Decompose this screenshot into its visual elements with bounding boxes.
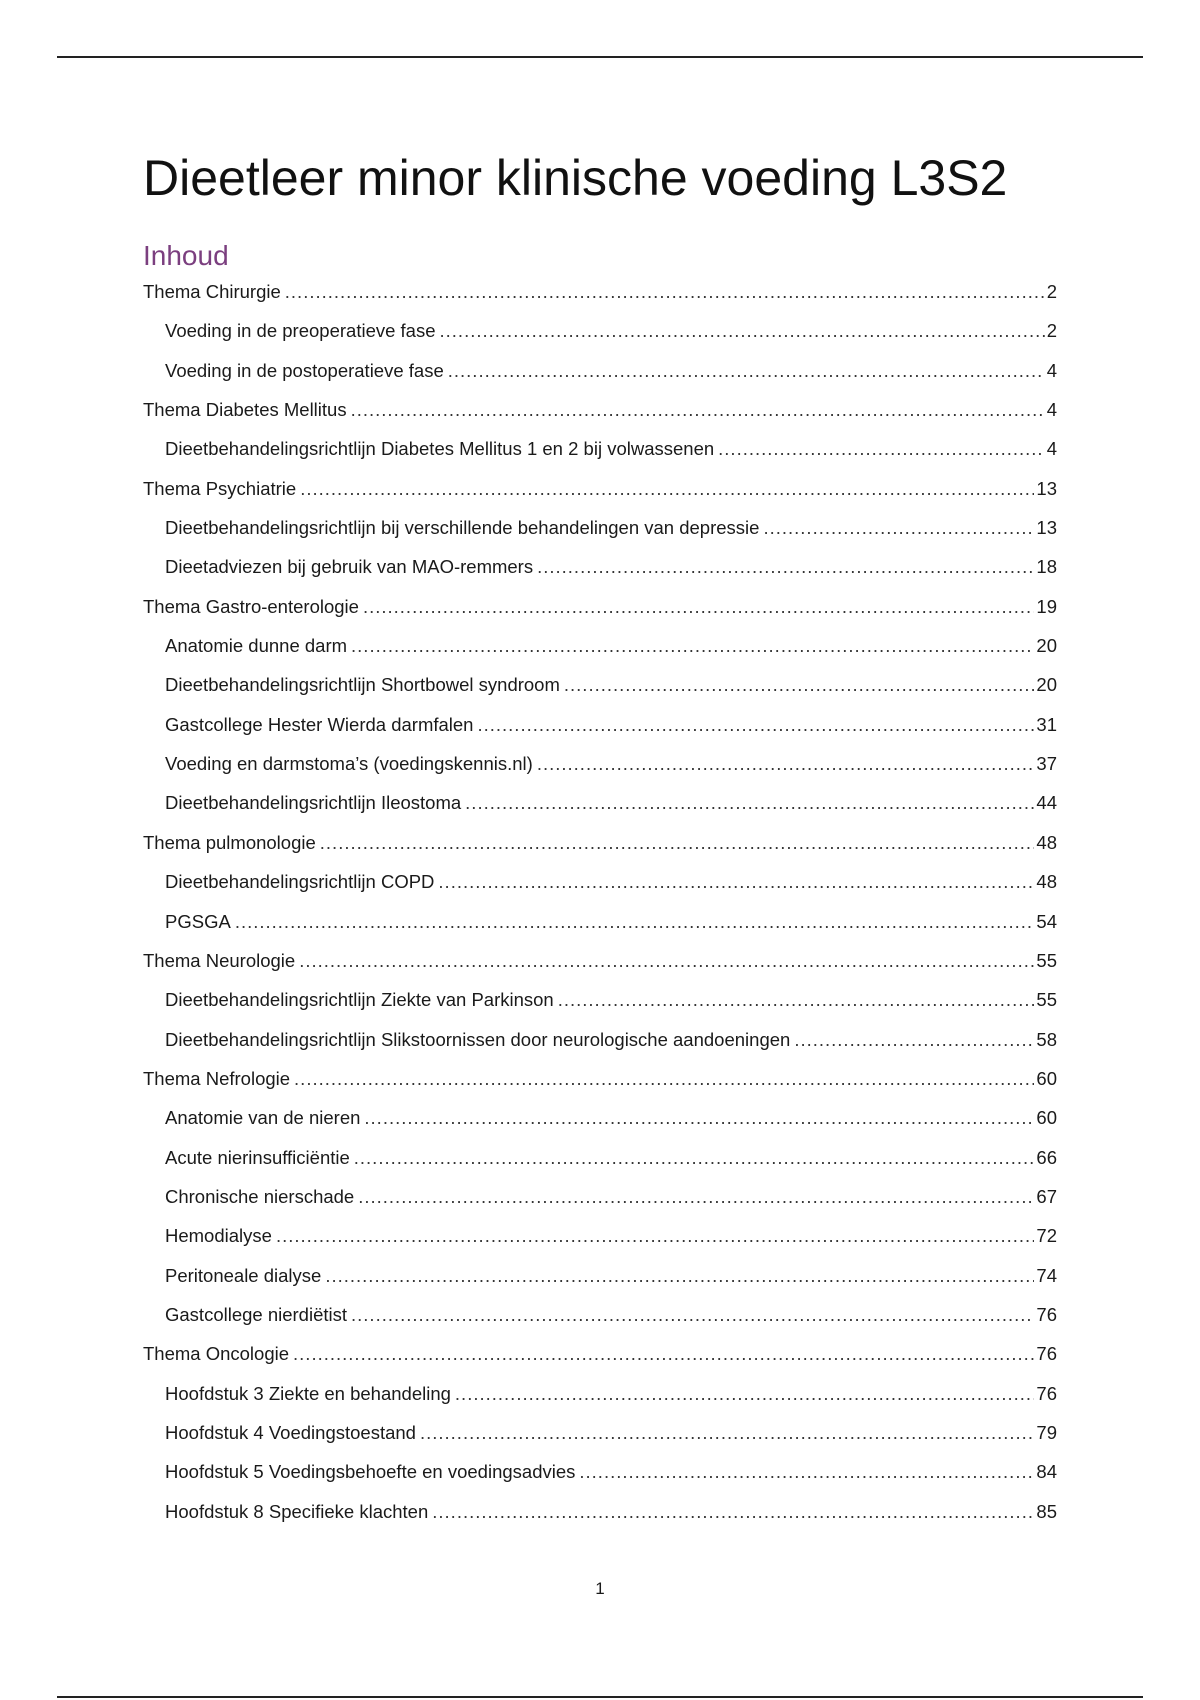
toc-entry-page-number: 2 [1046, 320, 1057, 342]
toc-entry-subsection[interactable] [143, 626, 1057, 665]
toc-entry-page-number: 2 [1046, 281, 1057, 302]
toc-dot-leader [351, 390, 1045, 429]
toc-entry-section[interactable] [143, 1059, 1057, 1098]
toc-entry-page-number: 55 [1036, 989, 1057, 1011]
toc-entry-page-number: 13 [1036, 477, 1057, 499]
toc-dot-leader [718, 429, 1045, 468]
toc-entry-subsection[interactable] [143, 1216, 1057, 1255]
toc-entry-subsection[interactable] [143, 1020, 1057, 1059]
header-rule [57, 56, 1143, 58]
toc-entry-label: Anatomie dunne darm [165, 635, 348, 657]
toc-entry-page-number: 54 [1036, 910, 1057, 932]
toc-entry-label: Dieetbehandelingsrichtlijn Diabetes Mellitus 1 en 2 bij volwassenen [165, 438, 715, 460]
toc-dot-leader [537, 547, 1034, 586]
page-number: 1 [595, 1579, 605, 1598]
toc-entry-subsection[interactable] [143, 744, 1057, 783]
toc-entry-subsection[interactable] [143, 980, 1057, 1019]
toc-dot-leader [763, 508, 1034, 547]
toc-entry-section[interactable] [143, 390, 1057, 429]
toc-entry-page-number: 18 [1036, 556, 1057, 578]
toc-entry-label: Thema Gastro-enterologie [143, 595, 359, 617]
toc-dot-leader [455, 1374, 1035, 1413]
toc-entry-label: Anatomie van de nieren [165, 1107, 361, 1129]
toc-entry-page-number: 85 [1036, 1500, 1057, 1522]
toc-dot-leader [432, 1492, 1034, 1531]
toc-dot-leader [300, 469, 1034, 508]
toc-entry-page-number: 44 [1036, 792, 1057, 814]
toc-dot-leader [293, 1334, 1034, 1373]
toc-entry-subsection[interactable] [143, 311, 1057, 350]
toc-entry-page-number: 20 [1036, 674, 1057, 696]
toc-entry-label: Thema Neurologie [143, 949, 296, 971]
toc-entry-page-number: 19 [1036, 595, 1057, 617]
toc-entry-page-number: 79 [1036, 1421, 1057, 1443]
toc-entry-subsection[interactable] [143, 547, 1057, 586]
toc-entry-page-number: 4 [1046, 359, 1057, 381]
toc-entry-page-number: 76 [1036, 1343, 1057, 1365]
toc-entry-subsection[interactable] [143, 351, 1057, 390]
toc-entry-page-number: 60 [1036, 1107, 1057, 1129]
toc-entry-label: Hemodialyse [165, 1225, 272, 1247]
document-title: Dieetleer minor klinische voeding L3S2 [143, 150, 1008, 206]
toc-dot-leader [354, 1138, 1035, 1177]
toc-entry-label: Dieetadviezen bij gebruik van MAO-remmers [165, 556, 534, 578]
toc-heading: Inhoud [143, 240, 229, 271]
toc-dot-leader [364, 1098, 1034, 1137]
toc-entry-page-number: 48 [1036, 871, 1057, 893]
toc-entry-label: Hoofdstuk 8 Specifieke klachten [165, 1500, 429, 1522]
toc-dot-leader [351, 626, 1034, 665]
toc-entry-label: Dieetbehandelingsrichtlijn Ileostoma [165, 792, 462, 814]
toc-entry-label: PGSGA [165, 910, 231, 932]
toc-entry-subsection[interactable] [143, 862, 1057, 901]
toc-entry-label: Dieetbehandelingsrichtlijn COPD [165, 871, 435, 893]
toc-entry-label: Gastcollege Hester Wierda darmfalen [165, 713, 474, 735]
toc-dot-leader [358, 1177, 1034, 1216]
toc-entry-page-number: 4 [1046, 438, 1057, 460]
toc-dot-leader [325, 1256, 1034, 1295]
toc-dot-leader [420, 1413, 1034, 1452]
toc-entry-label: Voeding in de preoperatieve fase [165, 320, 436, 342]
toc-entry-label: Acute nierinsufficiëntie [165, 1146, 350, 1168]
toc-dot-leader [477, 705, 1034, 744]
toc-entry-subsection[interactable] [143, 665, 1057, 704]
toc-dot-leader [285, 272, 1045, 311]
toc-entry-section[interactable] [143, 272, 1057, 311]
toc-dot-leader [276, 1216, 1034, 1255]
toc-entry-subsection[interactable] [143, 1295, 1057, 1334]
toc-entry-subsection[interactable] [143, 783, 1057, 822]
toc-dot-leader [558, 980, 1035, 1019]
toc-dot-leader [579, 1452, 1034, 1491]
toc-entry-page-number: 37 [1036, 753, 1057, 775]
toc-dot-leader [351, 1295, 1034, 1334]
toc-entry-label: Hoofdstuk 5 Voedingsbehoefte en voedingsadvies [165, 1461, 576, 1483]
toc-entry-subsection[interactable] [143, 1374, 1057, 1413]
toc-entry-section[interactable] [143, 823, 1057, 862]
toc-dot-leader [235, 902, 1035, 941]
toc-entry-label: Dieetbehandelingsrichtlijn Ziekte van Parkinson [165, 989, 554, 1011]
toc-dot-leader [294, 1059, 1034, 1098]
toc-entry-page-number: 20 [1036, 635, 1057, 657]
toc-dot-leader [299, 941, 1034, 980]
toc-entry-subsection[interactable] [143, 1138, 1057, 1177]
toc-entry-label: Gastcollege nierdiëtist [165, 1303, 348, 1325]
toc-entry-label: Dieetbehandelingsrichtlijn bij verschillende behandelingen van depressie [165, 517, 760, 539]
toc-entry-label: Thema Psychiatrie [143, 477, 297, 499]
footer-rule [57, 1696, 1143, 1698]
toc-dot-leader [363, 587, 1034, 626]
toc-entry-page-number: 4 [1046, 399, 1057, 421]
toc-entry-page-number: 60 [1036, 1067, 1057, 1089]
toc-entry-page-number: 74 [1036, 1264, 1057, 1286]
toc-dot-leader [440, 311, 1045, 350]
toc-entry-label: Voeding en darmstoma’s (voedingskennis.nl) [165, 753, 533, 775]
toc-entry-page-number: 66 [1036, 1146, 1057, 1168]
toc-entry-page-number: 55 [1036, 949, 1057, 971]
toc-entry-section[interactable] [143, 587, 1057, 626]
toc-entry-subsection[interactable] [143, 1452, 1057, 1491]
toc-dot-leader [564, 665, 1035, 704]
toc-entry-label: Chronische nierschade [165, 1185, 355, 1207]
toc-entry-label: Thema Diabetes Mellitus [143, 399, 347, 421]
toc-entry-label: Peritoneale dialyse [165, 1264, 322, 1286]
toc-entry-label: Thema pulmonologie [143, 831, 316, 853]
toc-entry-label: Dieetbehandelingsrichtlijn Slikstoornissen door neurologische aandoeningen [165, 1028, 791, 1050]
toc-entry-subsection[interactable] [143, 1492, 1057, 1531]
toc-entry-subsection[interactable] [143, 429, 1057, 468]
toc-entry-label: Thema Chirurgie [143, 281, 281, 302]
toc-entry-label: Hoofdstuk 4 Voedingstoestand [165, 1421, 416, 1443]
toc-entry-page-number: 31 [1036, 713, 1057, 735]
toc-entry-page-number: 67 [1036, 1185, 1057, 1207]
toc-dot-leader [465, 783, 1034, 822]
table-of-contents [143, 272, 1057, 1531]
toc-entry-page-number: 58 [1036, 1028, 1057, 1050]
toc-entry-subsection[interactable] [143, 1256, 1057, 1295]
toc-entry-subsection[interactable] [143, 1177, 1057, 1216]
toc-entry-label: Voeding in de postoperatieve fase [165, 359, 444, 381]
toc-entry-label: Dieetbehandelingsrichtlijn Shortbowel syndroom [165, 674, 560, 696]
toc-entry-subsection[interactable] [143, 1098, 1057, 1137]
toc-dot-leader [438, 862, 1034, 901]
toc-dot-leader [794, 1020, 1034, 1059]
toc-entry-label: Thema Nefrologie [143, 1067, 291, 1089]
toc-entry-page-number: 13 [1036, 517, 1057, 539]
toc-entry-page-number: 48 [1036, 831, 1057, 853]
toc-entry-page-number: 84 [1036, 1461, 1057, 1483]
toc-entry-subsection[interactable] [143, 902, 1057, 941]
toc-entry-page-number: 76 [1036, 1303, 1057, 1325]
toc-entry-label: Thema Oncologie [143, 1343, 290, 1365]
toc-entry-label: Hoofdstuk 3 Ziekte en behandeling [165, 1382, 451, 1404]
toc-dot-leader [537, 744, 1035, 783]
toc-dot-leader [448, 351, 1045, 390]
toc-entry-page-number: 72 [1036, 1225, 1057, 1247]
toc-entry-section[interactable] [143, 1334, 1057, 1373]
toc-entry-subsection[interactable] [143, 508, 1057, 547]
toc-dot-leader [320, 823, 1035, 862]
toc-entry-section[interactable] [143, 941, 1057, 980]
toc-entry-subsection[interactable] [143, 705, 1057, 744]
toc-entry-subsection[interactable] [143, 1413, 1057, 1452]
toc-entry-page-number: 76 [1036, 1382, 1057, 1404]
toc-entry-section[interactable] [143, 469, 1057, 508]
